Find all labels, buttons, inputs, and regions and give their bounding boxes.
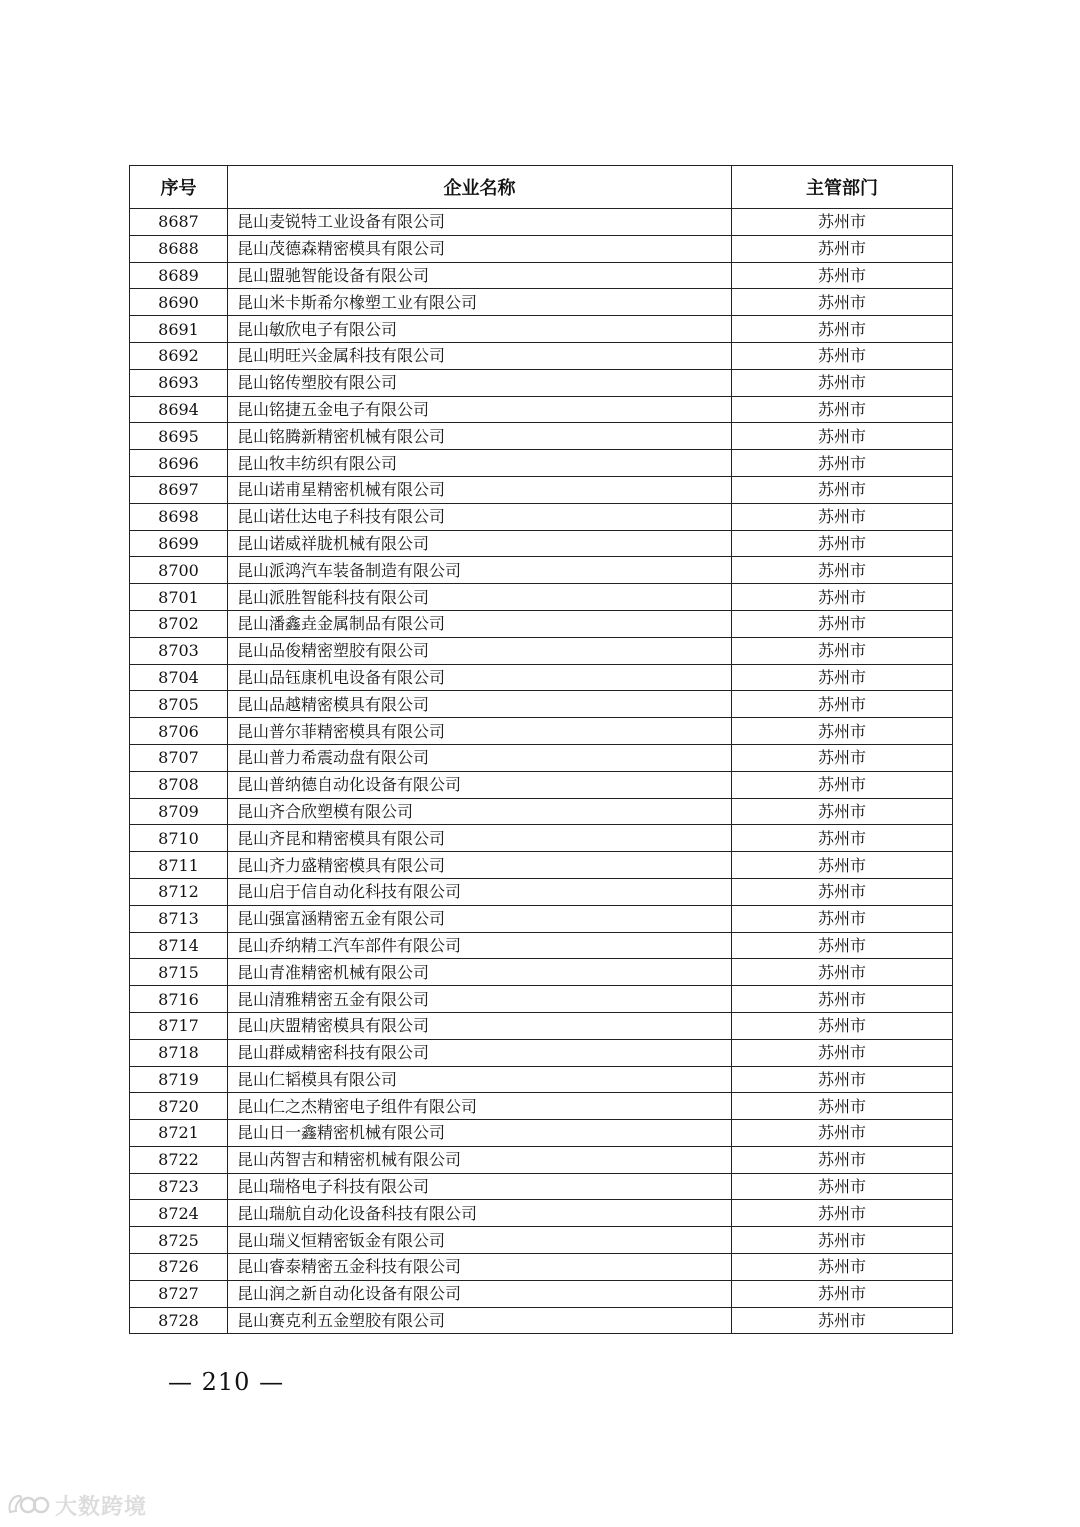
table-row bbox=[130, 316, 953, 343]
table-row bbox=[130, 852, 953, 879]
cell-company-name: 昆山品钰康机电设备有限公司 bbox=[228, 664, 732, 691]
cell-company-name: 昆山仁之杰精密电子组件有限公司 bbox=[228, 1093, 732, 1120]
cell-serial-number: 8712 bbox=[130, 878, 228, 905]
table-row bbox=[130, 557, 953, 584]
cell-department: 苏州市 bbox=[732, 852, 953, 879]
table-row bbox=[130, 1120, 953, 1147]
cell-company-name: 昆山芮智吉和精密机械有限公司 bbox=[228, 1146, 732, 1173]
cell-serial-number: 8699 bbox=[130, 530, 228, 557]
table-row bbox=[130, 262, 953, 289]
table-row bbox=[130, 423, 953, 450]
cell-department: 苏州市 bbox=[732, 369, 953, 396]
cell-department: 苏州市 bbox=[732, 1200, 953, 1227]
cell-company-name: 昆山铭捷五金电子有限公司 bbox=[228, 396, 732, 423]
cell-serial-number: 8720 bbox=[130, 1093, 228, 1120]
cell-serial-number: 8692 bbox=[130, 342, 228, 369]
cell-serial-number: 8689 bbox=[130, 262, 228, 289]
cell-department: 苏州市 bbox=[732, 798, 953, 825]
cell-department: 苏州市 bbox=[732, 476, 953, 503]
table-row bbox=[130, 1173, 953, 1200]
cell-company-name: 昆山群威精密科技有限公司 bbox=[228, 1039, 732, 1066]
cell-serial-number: 8725 bbox=[130, 1227, 228, 1254]
cell-company-name: 昆山日一鑫精密机械有限公司 bbox=[228, 1120, 732, 1147]
cell-serial-number: 8705 bbox=[130, 691, 228, 718]
cell-company-name: 昆山派胜智能科技有限公司 bbox=[228, 584, 732, 611]
table-row bbox=[130, 744, 953, 771]
cell-serial-number: 8687 bbox=[130, 209, 228, 236]
cell-serial-number: 8709 bbox=[130, 798, 228, 825]
table-row bbox=[130, 1307, 953, 1334]
cell-department: 苏州市 bbox=[732, 1280, 953, 1307]
cell-department: 苏州市 bbox=[732, 235, 953, 262]
cell-company-name: 昆山瑞航自动化设备科技有限公司 bbox=[228, 1200, 732, 1227]
table-row bbox=[130, 1012, 953, 1039]
cell-department: 苏州市 bbox=[732, 289, 953, 316]
cell-serial-number: 8711 bbox=[130, 852, 228, 879]
cell-serial-number: 8724 bbox=[130, 1200, 228, 1227]
cell-serial-number: 8706 bbox=[130, 718, 228, 745]
cell-company-name: 昆山瑞格电子科技有限公司 bbox=[228, 1173, 732, 1200]
table-row bbox=[130, 1039, 953, 1066]
cell-serial-number: 8696 bbox=[130, 450, 228, 477]
cell-company-name: 昆山睿泰精密五金科技有限公司 bbox=[228, 1254, 732, 1281]
cell-department: 苏州市 bbox=[732, 262, 953, 289]
table-row bbox=[130, 825, 953, 852]
cell-company-name: 昆山普尔菲精密模具有限公司 bbox=[228, 718, 732, 745]
header-company-name: 企业名称 bbox=[228, 166, 732, 209]
cell-serial-number: 8726 bbox=[130, 1254, 228, 1281]
table-row bbox=[130, 878, 953, 905]
table-body bbox=[130, 209, 953, 1334]
table-row bbox=[130, 369, 953, 396]
cell-department: 苏州市 bbox=[732, 986, 953, 1013]
table-row bbox=[130, 235, 953, 262]
cell-company-name: 昆山盟驰智能设备有限公司 bbox=[228, 262, 732, 289]
cell-serial-number: 8710 bbox=[130, 825, 228, 852]
cell-department: 苏州市 bbox=[732, 771, 953, 798]
cell-company-name: 昆山品俊精密塑胶有限公司 bbox=[228, 637, 732, 664]
cell-serial-number: 8690 bbox=[130, 289, 228, 316]
cell-company-name: 昆山乔纳精工汽车部件有限公司 bbox=[228, 932, 732, 959]
cell-company-name: 昆山赛克利五金塑胶有限公司 bbox=[228, 1307, 732, 1334]
cell-department: 苏州市 bbox=[732, 1039, 953, 1066]
table-row bbox=[130, 476, 953, 503]
table-row bbox=[130, 932, 953, 959]
cell-serial-number: 8691 bbox=[130, 316, 228, 343]
cell-department: 苏州市 bbox=[732, 718, 953, 745]
cell-company-name: 昆山诺甫星精密机械有限公司 bbox=[228, 476, 732, 503]
cell-company-name: 昆山强富涵精密五金有限公司 bbox=[228, 905, 732, 932]
table-row bbox=[130, 1066, 953, 1093]
cell-company-name: 昆山明旺兴金属科技有限公司 bbox=[228, 342, 732, 369]
cell-company-name: 昆山派鸿汽车装备制造有限公司 bbox=[228, 557, 732, 584]
cell-company-name: 昆山诺仕达电子科技有限公司 bbox=[228, 503, 732, 530]
cell-company-name: 昆山启于信自动化科技有限公司 bbox=[228, 878, 732, 905]
cell-serial-number: 8728 bbox=[130, 1307, 228, 1334]
cell-department: 苏州市 bbox=[732, 932, 953, 959]
cell-company-name: 昆山齐昆和精密模具有限公司 bbox=[228, 825, 732, 852]
cell-company-name: 昆山牧丰纺织有限公司 bbox=[228, 450, 732, 477]
watermark bbox=[6, 1490, 147, 1520]
cell-company-name: 昆山齐力盛精密模具有限公司 bbox=[228, 852, 732, 879]
cell-serial-number: 8695 bbox=[130, 423, 228, 450]
cell-company-name: 昆山仁韬模具有限公司 bbox=[228, 1066, 732, 1093]
table-row bbox=[130, 530, 953, 557]
table-row bbox=[130, 771, 953, 798]
cell-serial-number: 8693 bbox=[130, 369, 228, 396]
cell-serial-number: 8714 bbox=[130, 932, 228, 959]
table-row bbox=[130, 718, 953, 745]
cell-company-name: 昆山米卡斯希尔橡塑工业有限公司 bbox=[228, 289, 732, 316]
cell-company-name: 昆山普力希震动盘有限公司 bbox=[228, 744, 732, 771]
table-row bbox=[130, 289, 953, 316]
cell-company-name: 昆山齐合欣塑模有限公司 bbox=[228, 798, 732, 825]
cell-department: 苏州市 bbox=[732, 637, 953, 664]
cell-department: 苏州市 bbox=[732, 664, 953, 691]
cell-serial-number: 8697 bbox=[130, 476, 228, 503]
cell-serial-number: 8715 bbox=[130, 959, 228, 986]
cell-serial-number: 8703 bbox=[130, 637, 228, 664]
brand-logo-icon bbox=[6, 1492, 50, 1518]
cell-department: 苏州市 bbox=[732, 316, 953, 343]
cell-company-name: 昆山诺威祥胧机械有限公司 bbox=[228, 530, 732, 557]
table-row bbox=[130, 798, 953, 825]
table-row bbox=[130, 1093, 953, 1120]
table-row bbox=[130, 664, 953, 691]
cell-company-name: 昆山瑞义恒精密钣金有限公司 bbox=[228, 1227, 732, 1254]
cell-serial-number: 8713 bbox=[130, 905, 228, 932]
cell-serial-number: 8719 bbox=[130, 1066, 228, 1093]
table-row bbox=[130, 959, 953, 986]
cell-serial-number: 8700 bbox=[130, 557, 228, 584]
cell-serial-number: 8722 bbox=[130, 1146, 228, 1173]
cell-department: 苏州市 bbox=[732, 584, 953, 611]
cell-department: 苏州市 bbox=[732, 1120, 953, 1147]
cell-company-name: 昆山清雅精密五金有限公司 bbox=[228, 986, 732, 1013]
cell-serial-number: 8716 bbox=[130, 986, 228, 1013]
cell-department: 苏州市 bbox=[732, 878, 953, 905]
cell-department: 苏州市 bbox=[732, 1012, 953, 1039]
cell-serial-number: 8707 bbox=[130, 744, 228, 771]
table-row bbox=[130, 610, 953, 637]
table-row bbox=[130, 1200, 953, 1227]
cell-company-name: 昆山庆盟精密模具有限公司 bbox=[228, 1012, 732, 1039]
table-row bbox=[130, 905, 953, 932]
cell-serial-number: 8688 bbox=[130, 235, 228, 262]
cell-department: 苏州市 bbox=[732, 342, 953, 369]
cell-company-name: 昆山潘鑫垚金属制品有限公司 bbox=[228, 610, 732, 637]
cell-department: 苏州市 bbox=[732, 1093, 953, 1120]
cell-department: 苏州市 bbox=[732, 959, 953, 986]
cell-department: 苏州市 bbox=[732, 450, 953, 477]
cell-serial-number: 8723 bbox=[130, 1173, 228, 1200]
cell-company-name: 昆山润之新自动化设备有限公司 bbox=[228, 1280, 732, 1307]
table-header-row bbox=[130, 166, 953, 209]
table-row bbox=[130, 986, 953, 1013]
cell-serial-number: 8698 bbox=[130, 503, 228, 530]
cell-department: 苏州市 bbox=[732, 744, 953, 771]
cell-company-name: 昆山麦锐特工业设备有限公司 bbox=[228, 209, 732, 236]
table-row bbox=[130, 691, 953, 718]
cell-department: 苏州市 bbox=[732, 1307, 953, 1334]
page-number: — 210 — bbox=[168, 1368, 285, 1396]
cell-company-name: 昆山品越精密模具有限公司 bbox=[228, 691, 732, 718]
cell-serial-number: 8718 bbox=[130, 1039, 228, 1066]
cell-serial-number: 8702 bbox=[130, 610, 228, 637]
cell-department: 苏州市 bbox=[732, 1173, 953, 1200]
cell-serial-number: 8717 bbox=[130, 1012, 228, 1039]
header-serial-number: 序号 bbox=[130, 166, 228, 209]
table-row bbox=[130, 503, 953, 530]
cell-company-name: 昆山茂德森精密模具有限公司 bbox=[228, 235, 732, 262]
cell-serial-number: 8708 bbox=[130, 771, 228, 798]
table-row bbox=[130, 1280, 953, 1307]
watermark-text: 大数跨境 bbox=[55, 1494, 148, 1520]
cell-company-name: 昆山青准精密机械有限公司 bbox=[228, 959, 732, 986]
table-row bbox=[130, 1146, 953, 1173]
table-row bbox=[130, 342, 953, 369]
header-department: 主管部门 bbox=[732, 166, 953, 209]
cell-serial-number: 8727 bbox=[130, 1280, 228, 1307]
cell-department: 苏州市 bbox=[732, 557, 953, 584]
cell-company-name: 昆山铭腾新精密机械有限公司 bbox=[228, 423, 732, 450]
table-row bbox=[130, 1227, 953, 1254]
table-row bbox=[130, 637, 953, 664]
cell-serial-number: 8704 bbox=[130, 664, 228, 691]
cell-department: 苏州市 bbox=[732, 1254, 953, 1281]
cell-serial-number: 8721 bbox=[130, 1120, 228, 1147]
cell-department: 苏州市 bbox=[732, 1146, 953, 1173]
cell-department: 苏州市 bbox=[732, 503, 953, 530]
cell-company-name: 昆山普纳德自动化设备有限公司 bbox=[228, 771, 732, 798]
table-row bbox=[130, 1254, 953, 1281]
table-row bbox=[130, 209, 953, 236]
cell-department: 苏州市 bbox=[732, 691, 953, 718]
cell-department: 苏州市 bbox=[732, 396, 953, 423]
table-row bbox=[130, 450, 953, 477]
table-row bbox=[130, 396, 953, 423]
enterprise-table bbox=[129, 165, 953, 1334]
cell-department: 苏州市 bbox=[732, 423, 953, 450]
cell-department: 苏州市 bbox=[732, 1227, 953, 1254]
cell-serial-number: 8701 bbox=[130, 584, 228, 611]
cell-department: 苏州市 bbox=[732, 530, 953, 557]
cell-company-name: 昆山铭传塑胶有限公司 bbox=[228, 369, 732, 396]
table-row bbox=[130, 584, 953, 611]
cell-department: 苏州市 bbox=[732, 905, 953, 932]
cell-company-name: 昆山敏欣电子有限公司 bbox=[228, 316, 732, 343]
cell-department: 苏州市 bbox=[732, 1066, 953, 1093]
cell-department: 苏州市 bbox=[732, 825, 953, 852]
cell-department: 苏州市 bbox=[732, 209, 953, 236]
cell-serial-number: 8694 bbox=[130, 396, 228, 423]
cell-department: 苏州市 bbox=[732, 610, 953, 637]
